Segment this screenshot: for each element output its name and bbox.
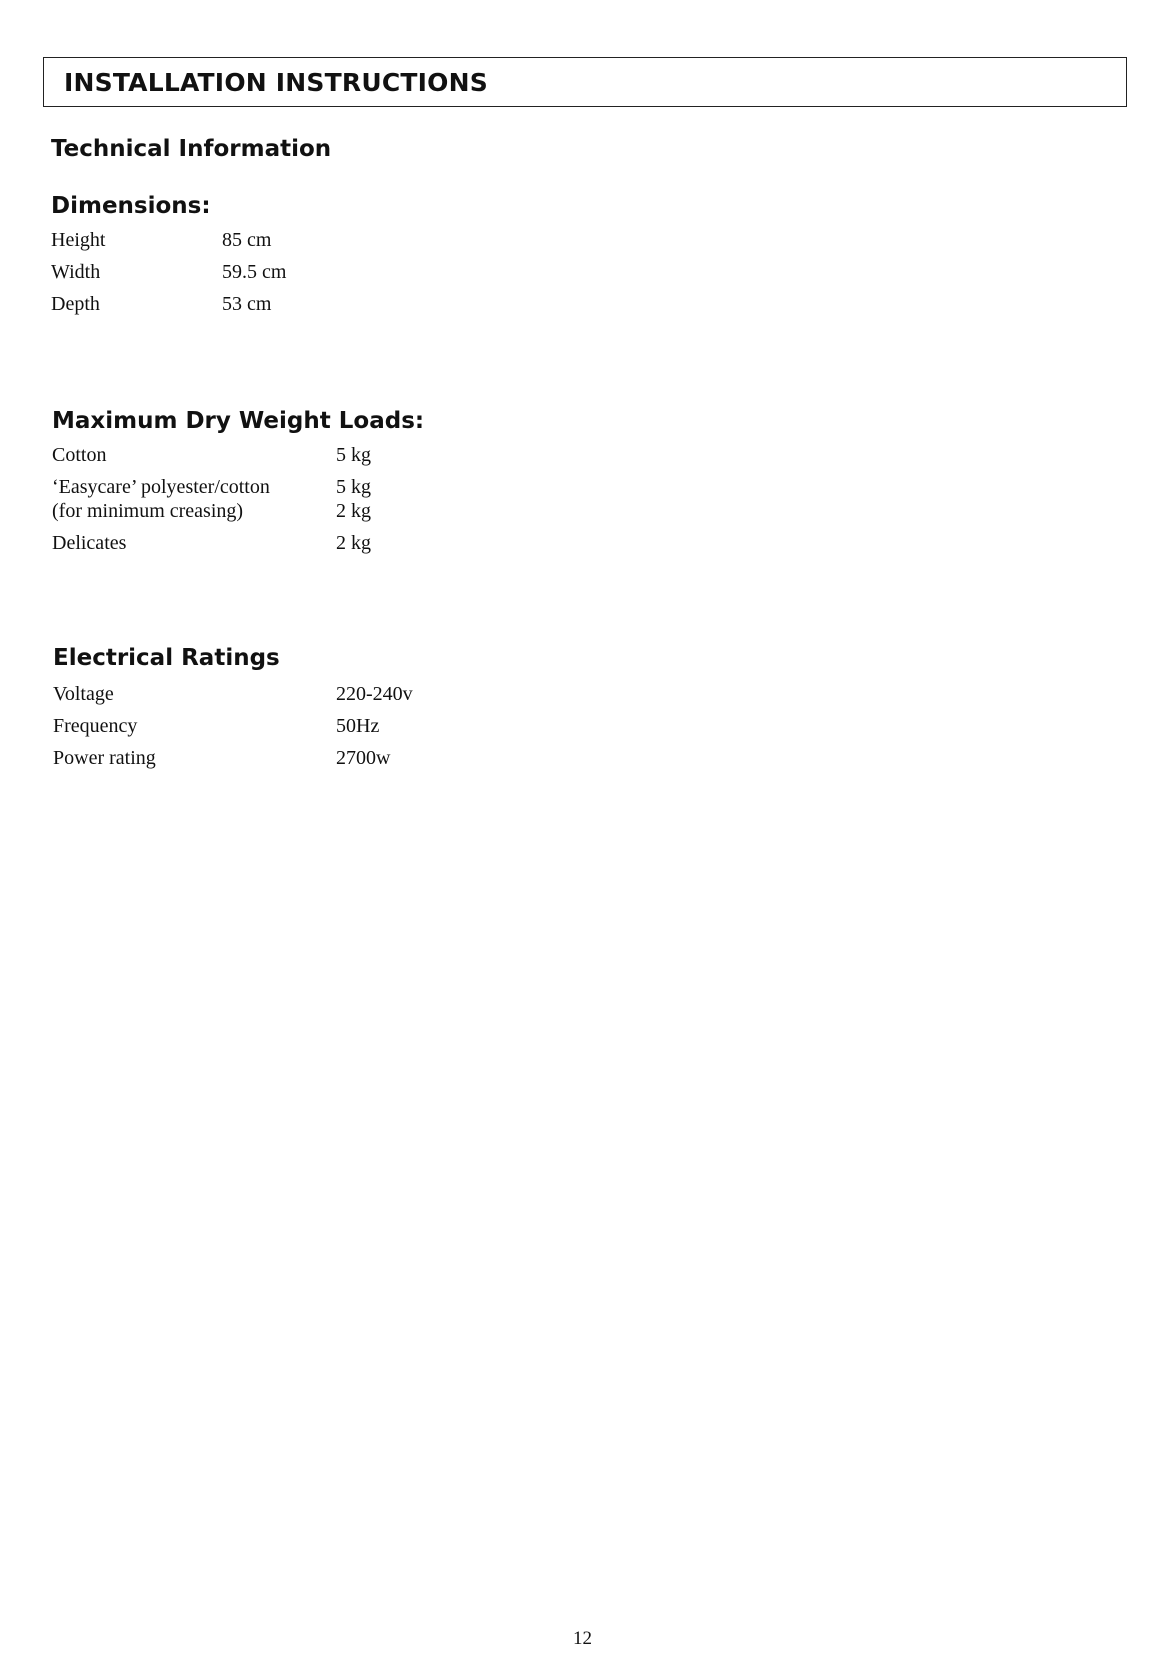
load-value: 5 kg: [336, 476, 371, 498]
dimensions-heading: Dimensions:: [51, 193, 211, 219]
dimension-value: 85 cm: [222, 229, 272, 251]
technical-information-heading: Technical Information: [51, 136, 332, 162]
electrical-label: Voltage: [53, 683, 114, 705]
dimension-label: Depth: [51, 293, 100, 315]
load-value: 5 kg: [336, 444, 371, 466]
electrical-value: 50Hz: [336, 715, 380, 737]
load-label: (for minimum creasing): [52, 500, 244, 522]
load-label: ‘Easycare’ polyester/cotton: [52, 476, 270, 498]
load-value: 2 kg: [336, 500, 371, 522]
electrical-ratings-heading: Electrical Ratings: [53, 645, 280, 671]
load-label: Delicates: [52, 532, 127, 554]
dimension-value: 59.5 cm: [222, 261, 287, 283]
dimension-label: Height: [51, 229, 106, 251]
electrical-label: Power rating: [53, 747, 156, 769]
dimension-value: 53 cm: [222, 293, 272, 315]
electrical-label: Frequency: [53, 715, 138, 737]
page-number: 12: [573, 1628, 592, 1649]
electrical-value: 2700w: [336, 747, 391, 769]
load-label: Cotton: [52, 444, 107, 466]
load-value: 2 kg: [336, 532, 371, 554]
section-header-box: [43, 57, 1127, 107]
dimension-label: Width: [51, 261, 101, 283]
page-title: INSTALLATION INSTRUCTIONS: [64, 68, 488, 97]
electrical-value: 220-240v: [336, 683, 413, 705]
max-loads-heading: Maximum Dry Weight Loads:: [52, 408, 425, 434]
